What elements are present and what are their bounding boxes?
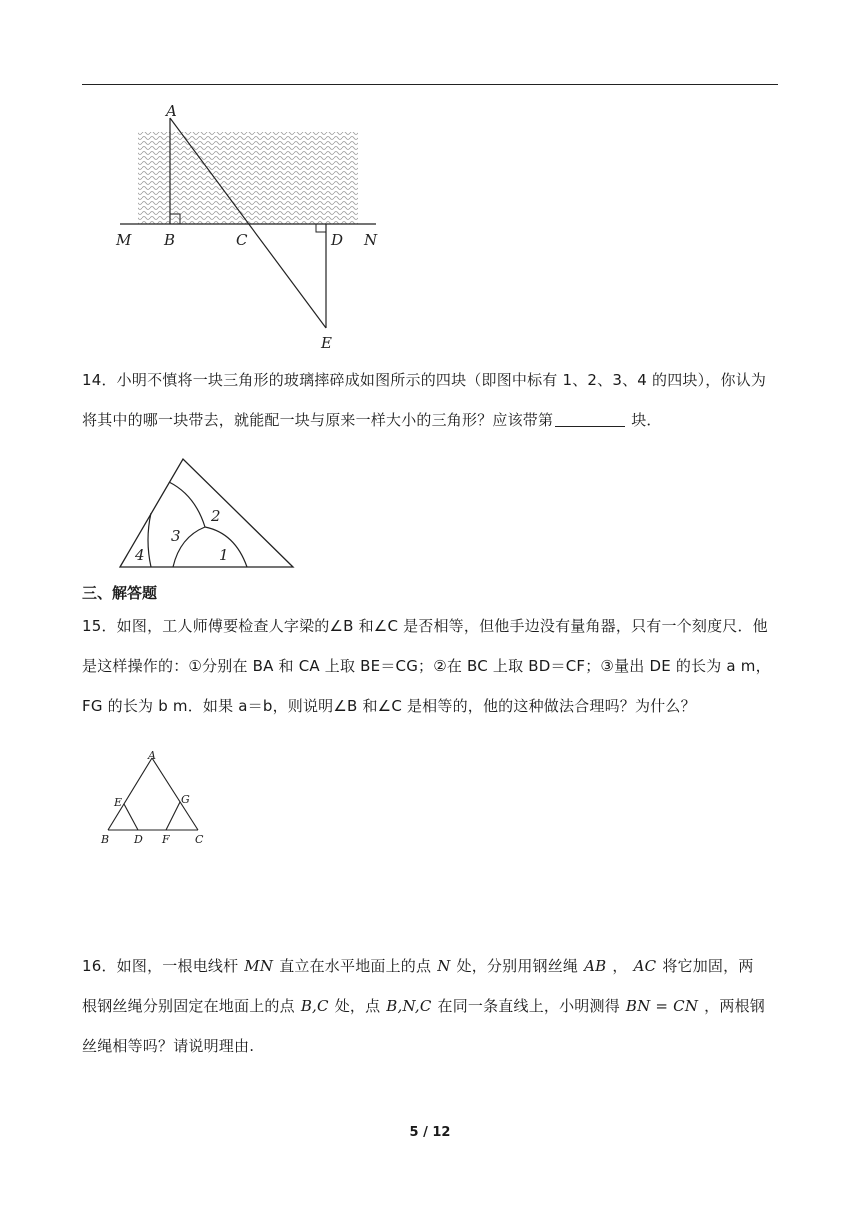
question-15 [82,606,782,726]
answer-blank[interactable] [555,410,625,427]
page-number: 5 / 12 [409,1125,451,1140]
label-e: E [321,334,332,352]
label-m: M [116,231,132,249]
figure-q13 [110,100,390,355]
q16-line3: 丝绳相等吗？请说明理由. [82,1037,255,1055]
label-a: A [148,750,156,762]
shaded-region [138,132,358,224]
segment-gf [166,802,180,830]
label-d: D [331,231,344,249]
q15-line3: FG 的长为 b m．如果 a＝b，则说明∠B 和∠C 是相等的，他的这种做法合理吗？为什么？ [82,697,696,715]
q16-line1: 16．如图，一根电线杆 MN 直立在水平地面上的点 N 处，分别用钢丝绳 AB ， AC 将它加固，两 [82,957,754,975]
q14-line2: 将其中的哪一块带去，就能配一块与原来一样大小的三角形？应该带第 块． [82,411,662,429]
q14-line1: 14．小明不慎将一块三角形的玻璃摔碎成如图所示的四块（即图中标有 1、2、3、4 的四块），你认为 [82,371,767,389]
question-16 [82,946,782,1066]
math-mn: MN [244,957,274,975]
header-rule [82,84,778,85]
crack-3 [148,513,151,567]
math-bnc: B,N,C [386,997,432,1015]
segment-ac [152,758,198,830]
label-d: D [134,833,143,846]
piece-label-3: 3 [171,527,181,545]
label-g: G [181,793,190,806]
right-angle-d [316,224,326,232]
label-f: F [162,833,170,846]
q15-line2: 是这样操作的：①分别在 BA 和 CA 上取 BE＝CG；②在 BC 上取 BD＝CF；③量出 DE 的长为 a m， [82,657,771,675]
piece-label-2: 2 [211,507,221,525]
label-e: E [114,796,123,809]
outer-triangle [120,459,293,567]
label-c: C [236,231,248,249]
label-b: B [101,833,110,846]
math-ac: AC [633,957,657,975]
label-b: B [164,231,176,249]
question-14 [82,360,782,440]
math-equation: BN = CN [625,997,699,1015]
label-c: C [195,833,204,846]
math-n: N [437,957,451,975]
label-n: N [364,231,378,249]
segment-ab [108,758,152,830]
figure-q14-broken-triangle [115,455,300,575]
label-a: A [166,102,177,120]
math-bc: B,C [300,997,329,1015]
figure-q15-truss [98,750,208,848]
q16-line2: 根钢丝绳分别固定在地面上的点 B,C 处，点 B,N,C 在同一条直线上，小明测得 BN = CN ，两根钢 [82,997,765,1015]
crack-1 [169,482,205,527]
math-ab: AB [584,957,607,975]
q15-line1: 15．如图，工人师傅要检查人字梁的∠B 和∠C 是否相等，但他手边没有量角器，只有一个刻度尺．他 [82,617,768,635]
section-title: 三、解答题 [82,584,158,602]
segment-ed [124,804,138,830]
piece-label-4: 4 [135,546,145,564]
piece-label-1: 1 [219,546,229,564]
